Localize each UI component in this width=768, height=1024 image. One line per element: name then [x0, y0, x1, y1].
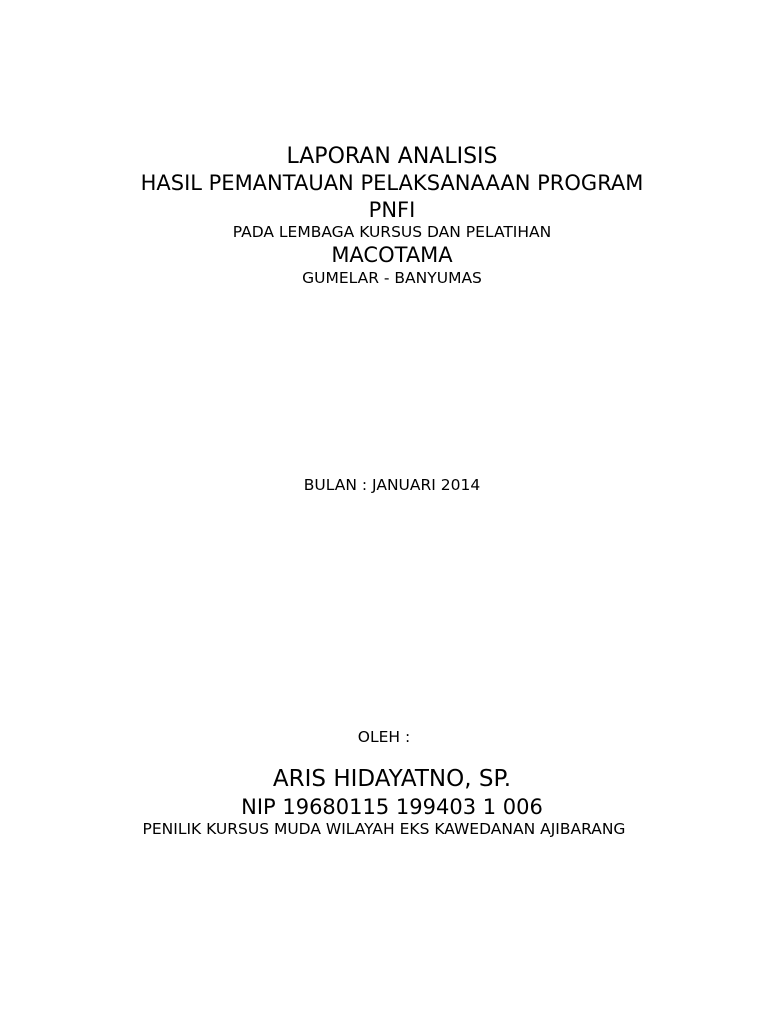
- report-subtitle-line-1: HASIL PEMANTAUAN PELAKSANAAAN PROGRAM: [140, 171, 644, 195]
- author-position: PENILIK KURSUS MUDA WILAYAH EKS KAWEDANAN AJIBARANG: [142, 820, 626, 838]
- institution-location: GUMELAR - BANYUMAS: [302, 269, 482, 287]
- institution-prefix: PADA LEMBAGA KURSUS DAN PELATIHAN: [232, 223, 552, 241]
- report-title: LAPORAN ANALISIS: [286, 144, 498, 169]
- by-label: OLEH :: [357, 728, 411, 746]
- report-period: BULAN : JANUARI 2014: [303, 476, 481, 494]
- author-nip: NIP 19680115 199403 1 006: [241, 795, 543, 819]
- author-name: ARIS HIDAYATNO, SP.: [272, 766, 512, 792]
- report-subtitle-line-2: PNFI: [368, 198, 416, 222]
- institution-name: MACOTAMA: [331, 243, 453, 267]
